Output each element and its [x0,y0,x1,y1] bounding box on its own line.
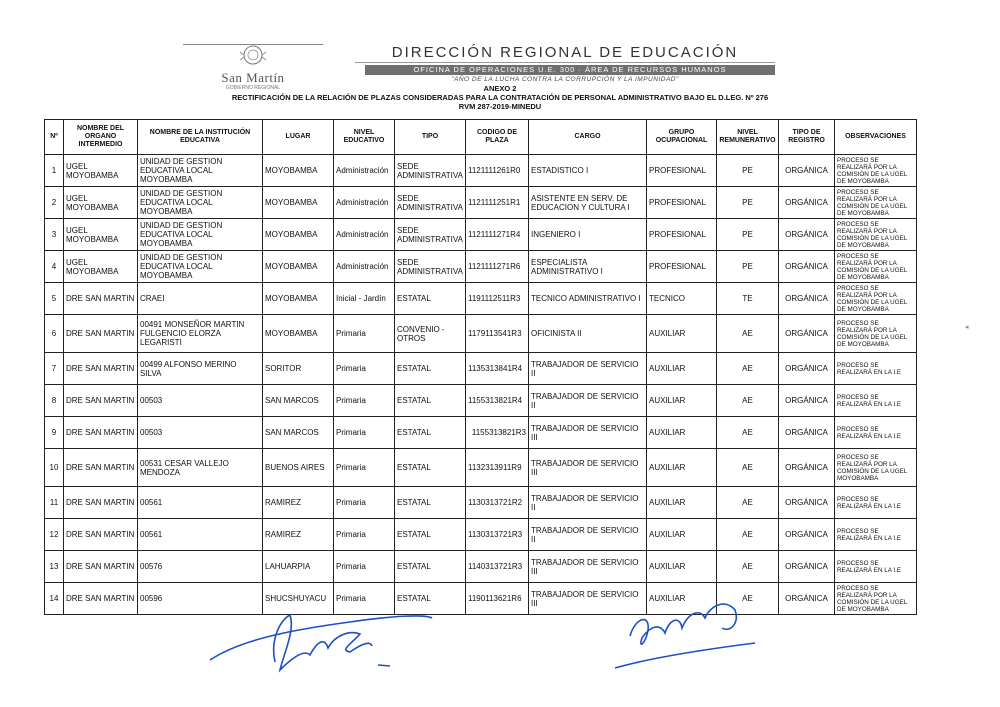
registry-cell: ORGÁNICA [779,551,835,583]
col-header: CARGO [529,120,647,155]
table-row [45,251,917,283]
position-cell: ASISTENTE EN SERV. DE EDUCACION Y CULTURA I [529,187,647,219]
position-cell: INGENIERO I [529,219,647,251]
right-signature-icon [610,588,780,678]
pay-level-cell: AE [717,385,779,417]
position-cell: TRABAJADOR DE SERVICIO II [529,519,647,551]
organo-cell: DRE SAN MARTIN [64,315,138,353]
row-number: 2 [45,187,64,219]
institution-cell: 00499 ALFONSO MERINO SILVA [138,353,263,385]
row-number: 1 [45,155,64,187]
pay-level-cell: AE [717,353,779,385]
place-cell: RAMIREZ [263,519,334,551]
position-cell: OFICINISTA II [529,315,647,353]
row-number: 14 [45,583,64,615]
row-number: 8 [45,385,64,417]
code-cell: 1155313821R4 [466,385,529,417]
level-cell: Administración [334,219,395,251]
pay-level-cell: AE [717,519,779,551]
document-titles [0,84,1000,111]
type-cell: ESTATAL [395,487,466,519]
organo-cell: DRE SAN MARTIN [64,385,138,417]
position-cell: TRABAJADOR DE SERVICIO II [529,487,647,519]
row-number: 12 [45,519,64,551]
observations-cell: PROCESO SE REALIZARÁ POR LA COMISIÓN DE LA UGEL DE MOYOBAMBA [835,583,917,615]
organo-cell: UGEL MOYOBAMBA [64,219,138,251]
letterhead [355,44,775,83]
group-cell: PROFESIONAL [647,187,717,219]
code-cell: 1130313721R2 [466,487,529,519]
level-cell: Primaria [334,487,395,519]
observations-cell: PROCESO SE REALIZARÁ EN LA I.E [835,417,917,449]
level-cell: Primaria [334,583,395,615]
row-number: 13 [45,551,64,583]
code-cell: 1155313821R3 [466,417,529,449]
observations-cell: PROCESO SE REALIZARÁ POR LA COMISIÓN DE LA UGEL DE MOYOBAMBA [835,251,917,283]
col-header: OBSERVACIONES [835,120,917,155]
year-motto: "AÑO DE LA LUCHA CONTRA LA CORRUPCIÓN Y LA IMPUNIDAD" [451,76,679,83]
pay-level-cell: AE [717,417,779,449]
type-cell: ESTATAL [395,353,466,385]
institution-cell: UNIDAD DE GESTION EDUCATIVA LOCAL MOYOBAMBA [138,155,263,187]
code-cell: 1191112511R3 [466,283,529,315]
col-header: CODIGO DE PLAZA [466,120,529,155]
institution-cell: 00503 [138,385,263,417]
organo-cell: UGEL MOYOBAMBA [64,251,138,283]
table-row [45,551,917,583]
organo-cell: UGEL MOYOBAMBA [64,155,138,187]
type-cell: SEDE ADMINISTRATIVA [395,187,466,219]
type-cell: ESTATAL [395,449,466,487]
place-cell: MOYOBAMBA [263,187,334,219]
row-number: 3 [45,219,64,251]
institution-cell: 00596 [138,583,263,615]
level-cell: Primaria [334,385,395,417]
group-cell: AUXILIAR [647,487,717,519]
table-row [45,187,917,219]
position-cell: ESPECIALISTA ADMINISTRATIVO I [529,251,647,283]
place-cell: LAHUARPIA [263,551,334,583]
code-cell: 1121111251R1 [466,187,529,219]
code-cell: 1179113541R3 [466,315,529,353]
row-number: 7 [45,353,64,385]
group-cell: AUXILIAR [647,385,717,417]
institution-cell: CRAEI [138,283,263,315]
type-cell: ESTATAL [395,417,466,449]
observations-cell: PROCESO SE REALIZARÁ POR LA COMISIÓN DE LA UGEL DE MOYOBAMBA [835,315,917,353]
registry-cell: ORGÁNICA [779,155,835,187]
col-header: TIPO DE REGISTRO [779,120,835,155]
observations-cell: PROCESO SE REALIZARÁ POR LA COMISIÓN DE LA UGEL DE MOYOBAMBA [835,219,917,251]
group-cell: AUXILIAR [647,449,717,487]
table-row [45,315,917,353]
organo-cell: DRE SAN MARTIN [64,283,138,315]
organo-cell: DRE SAN MARTIN [64,449,138,487]
row-number: 4 [45,251,64,283]
row-number: 9 [45,417,64,449]
institution-cell: UNIDAD DE GESTION EDUCATIVA LOCAL MOYOBAMBA [138,187,263,219]
institution-cell: UNIDAD DE GESTION EDUCATIVA LOCAL MOYOBAMBA [138,219,263,251]
place-cell: SHUCSHUYACU [263,583,334,615]
registry-cell: ORGÁNICA [779,449,835,487]
position-cell: TRABAJADOR DE SERVICIO III [529,583,647,615]
table-row [45,417,917,449]
registry-cell: ORGÁNICA [779,487,835,519]
col-header: Nº [45,120,64,155]
level-cell: Administración [334,155,395,187]
institution-cell: 00561 [138,487,263,519]
pay-level-cell: PE [717,187,779,219]
col-header: GRUPO OCUPACIONAL [647,120,717,155]
table-row [45,219,917,251]
col-header: LUGAR [263,120,334,155]
pay-level-cell: AE [717,487,779,519]
type-cell: ESTATAL [395,283,466,315]
position-cell: TRABAJADOR DE SERVICIO III [529,551,647,583]
resolution-title: RVM 287-2019-MINEDU [458,102,542,111]
pay-level-cell: TE [717,283,779,315]
code-cell: 1121111271R6 [466,251,529,283]
group-cell: AUXILIAR [647,519,717,551]
row-number: 6 [45,315,64,353]
col-header: NOMBRE DEL ORGANO INTERMEDIO [64,120,138,155]
place-cell: MOYOBAMBA [263,155,334,187]
pay-level-cell: PE [717,251,779,283]
row-number: 11 [45,487,64,519]
place-cell: SAN MARCOS [263,385,334,417]
level-cell: Primaria [334,449,395,487]
type-cell: ESTATAL [395,519,466,551]
level-cell: Inicial - Jardín [334,283,395,315]
observations-cell: PROCESO SE REALIZARÁ EN LA I.E [835,385,917,417]
position-cell: TRABAJADOR DE SERVICIO III [529,417,647,449]
pay-level-cell: AE [717,315,779,353]
observations-cell: PROCESO SE REALIZARÁ EN LA I.E [835,519,917,551]
pay-level-cell: AE [717,449,779,487]
col-header: NIVEL EDUCATIVO [334,120,395,155]
registry-cell: ORGÁNICA [779,219,835,251]
table-row [45,353,917,385]
organo-cell: UGEL MOYOBAMBA [64,187,138,219]
registry-cell: ORGÁNICA [779,315,835,353]
table-header-row [45,120,917,155]
code-cell: 1132313911R9 [466,449,529,487]
institution-cell: UNIDAD DE GESTION EDUCATIVA LOCAL MOYOBAMBA [138,251,263,283]
observations-cell: PROCESO SE REALIZARÁ EN LA I.E [835,551,917,583]
table-row [45,155,917,187]
organo-cell: DRE SAN MARTIN [64,519,138,551]
level-cell: Primaria [334,353,395,385]
type-cell: ESTATAL [395,385,466,417]
institution-cell: 00561 [138,519,263,551]
observations-cell: PROCESO SE REALIZARÁ POR LA COMISIÓN DE LA UGEL DE MOYOBAMBA [835,283,917,315]
place-cell: SAN MARCOS [263,417,334,449]
place-cell: BUENOS AIRES [263,449,334,487]
level-cell: Primaria [334,417,395,449]
organo-cell: DRE SAN MARTIN [64,353,138,385]
group-cell: PROFESIONAL [647,155,717,187]
place-cell: MOYOBAMBA [263,251,334,283]
pay-level-cell: AE [717,583,779,615]
place-cell: RAMIREZ [263,487,334,519]
table-row [45,583,917,615]
registry-cell: ORGÁNICA [779,417,835,449]
office-band: OFICINA DE OPERACIONES U.E. 300 · ÁREA DE RECURSOS HUMANOS [365,65,775,75]
code-cell: 1135313841R4 [466,353,529,385]
code-cell: 1130313721R3 [466,519,529,551]
left-signature-icon [200,600,440,680]
code-cell: 1190113621R6 [466,583,529,615]
level-cell: Primaria [334,519,395,551]
place-cell: MOYOBAMBA [263,283,334,315]
place-cell: SORITOR [263,353,334,385]
positions-table [44,119,917,615]
seal-icon [238,44,268,66]
group-cell: TECNICO [647,283,717,315]
place-cell: MOYOBAMBA [263,315,334,353]
code-cell: 1121111271R4 [466,219,529,251]
type-cell: SEDE ADMINISTRATIVA [395,155,466,187]
row-number: 10 [45,449,64,487]
position-cell: TECNICO ADMINISTRATIVO I [529,283,647,315]
institution-cell: 00503 [138,417,263,449]
observations-cell: PROCESO SE REALIZARÁ EN LA I.E [835,353,917,385]
institution-cell: 00576 [138,551,263,583]
pay-level-cell: PE [717,155,779,187]
group-cell: AUXILIAR [647,583,717,615]
pay-level-cell: PE [717,219,779,251]
position-cell: TRABAJADOR DE SERVICIO III [529,449,647,487]
type-cell: SEDE ADMINISTRATIVA [395,219,466,251]
institution-cell: 00491 MONSEÑOR MARTIN FULGENCIO ELORZA LEGARISTI [138,315,263,353]
level-cell: Administración [334,251,395,283]
organo-cell: DRE SAN MARTIN [64,487,138,519]
registry-cell: ORGÁNICA [779,583,835,615]
observations-cell: PROCESO SE REALIZARÁ POR LA COMISIÓN DE LA UGEL DE MOYOBAMBA [835,187,917,219]
group-cell: AUXILIAR [647,353,717,385]
logo-subtitle: GOBIERNO REGIONAL [225,85,281,91]
institution-cell: 00531 CESAR VALLEJO MENDOZA [138,449,263,487]
observations-cell: PROCESO SE REALIZARÁ POR LA COMISIÓN DE LA UGEL DE MOYOBAMBA [835,155,917,187]
registry-cell: ORGÁNICA [779,519,835,551]
registry-cell: ORGÁNICA [779,353,835,385]
main-title: RECTIFICACIÓN DE LA RELACIÓN DE PLAZAS CONSIDERADAS PARA LA CONTRATACIÓN DE PERSONAL ADMINISTRATIVO BAJO EL D.LEG. Nº 276 [231,93,769,102]
organo-cell: DRE SAN MARTIN [64,417,138,449]
type-cell: CONVENIO - OTROS [395,315,466,353]
group-cell: PROFESIONAL [647,219,717,251]
type-cell: SEDE ADMINISTRATIVA [395,251,466,283]
institution-name: DIRECCIÓN REGIONAL DE EDUCACIÓN [355,44,775,63]
logo-name: San Martín [221,70,285,85]
col-header: TIPO [395,120,466,155]
type-cell: ESTATAL [395,583,466,615]
registry-cell: ORGÁNICA [779,251,835,283]
margin-mark: ◂ [965,324,969,331]
organo-cell: DRE SAN MARTIN [64,583,138,615]
code-cell: 1140313721R3 [466,551,529,583]
table-row [45,385,917,417]
group-cell: AUXILIAR [647,315,717,353]
table-row [45,519,917,551]
table-row [45,487,917,519]
group-cell: PROFESIONAL [647,251,717,283]
registry-cell: ORGÁNICA [779,187,835,219]
registry-cell: ORGÁNICA [779,283,835,315]
registry-cell: ORGÁNICA [779,385,835,417]
table-row [45,283,917,315]
table-row [45,449,917,487]
col-header: NIVEL REMUNERATIVO [717,120,779,155]
position-cell: ESTADISTICO I [529,155,647,187]
annex-title: ANEXO 2 [483,84,517,93]
col-header: NOMBRE DE LA INSTITUCIÓN EDUCATIVA [138,120,263,155]
place-cell: MOYOBAMBA [263,219,334,251]
position-cell: TRABAJADOR DE SERVICIO II [529,385,647,417]
organo-cell: DRE SAN MARTIN [64,551,138,583]
group-cell: AUXILIAR [647,551,717,583]
observations-cell: PROCESO SE REALIZARÁ EN LA I.E [835,487,917,519]
group-cell: AUXILIAR [647,417,717,449]
level-cell: Administración [334,187,395,219]
position-cell: TRABAJADOR DE SERVICIO II [529,353,647,385]
observations-cell: PROCESO SE REALIZARÁ POR LA COMISIÓN DE LA UGEL MOYOBAMBA [835,449,917,487]
pay-level-cell: AE [717,551,779,583]
level-cell: Primaria [334,551,395,583]
level-cell: Primaria [334,315,395,353]
type-cell: ESTATAL [395,551,466,583]
code-cell: 1121111261R0 [466,155,529,187]
row-number: 5 [45,283,64,315]
